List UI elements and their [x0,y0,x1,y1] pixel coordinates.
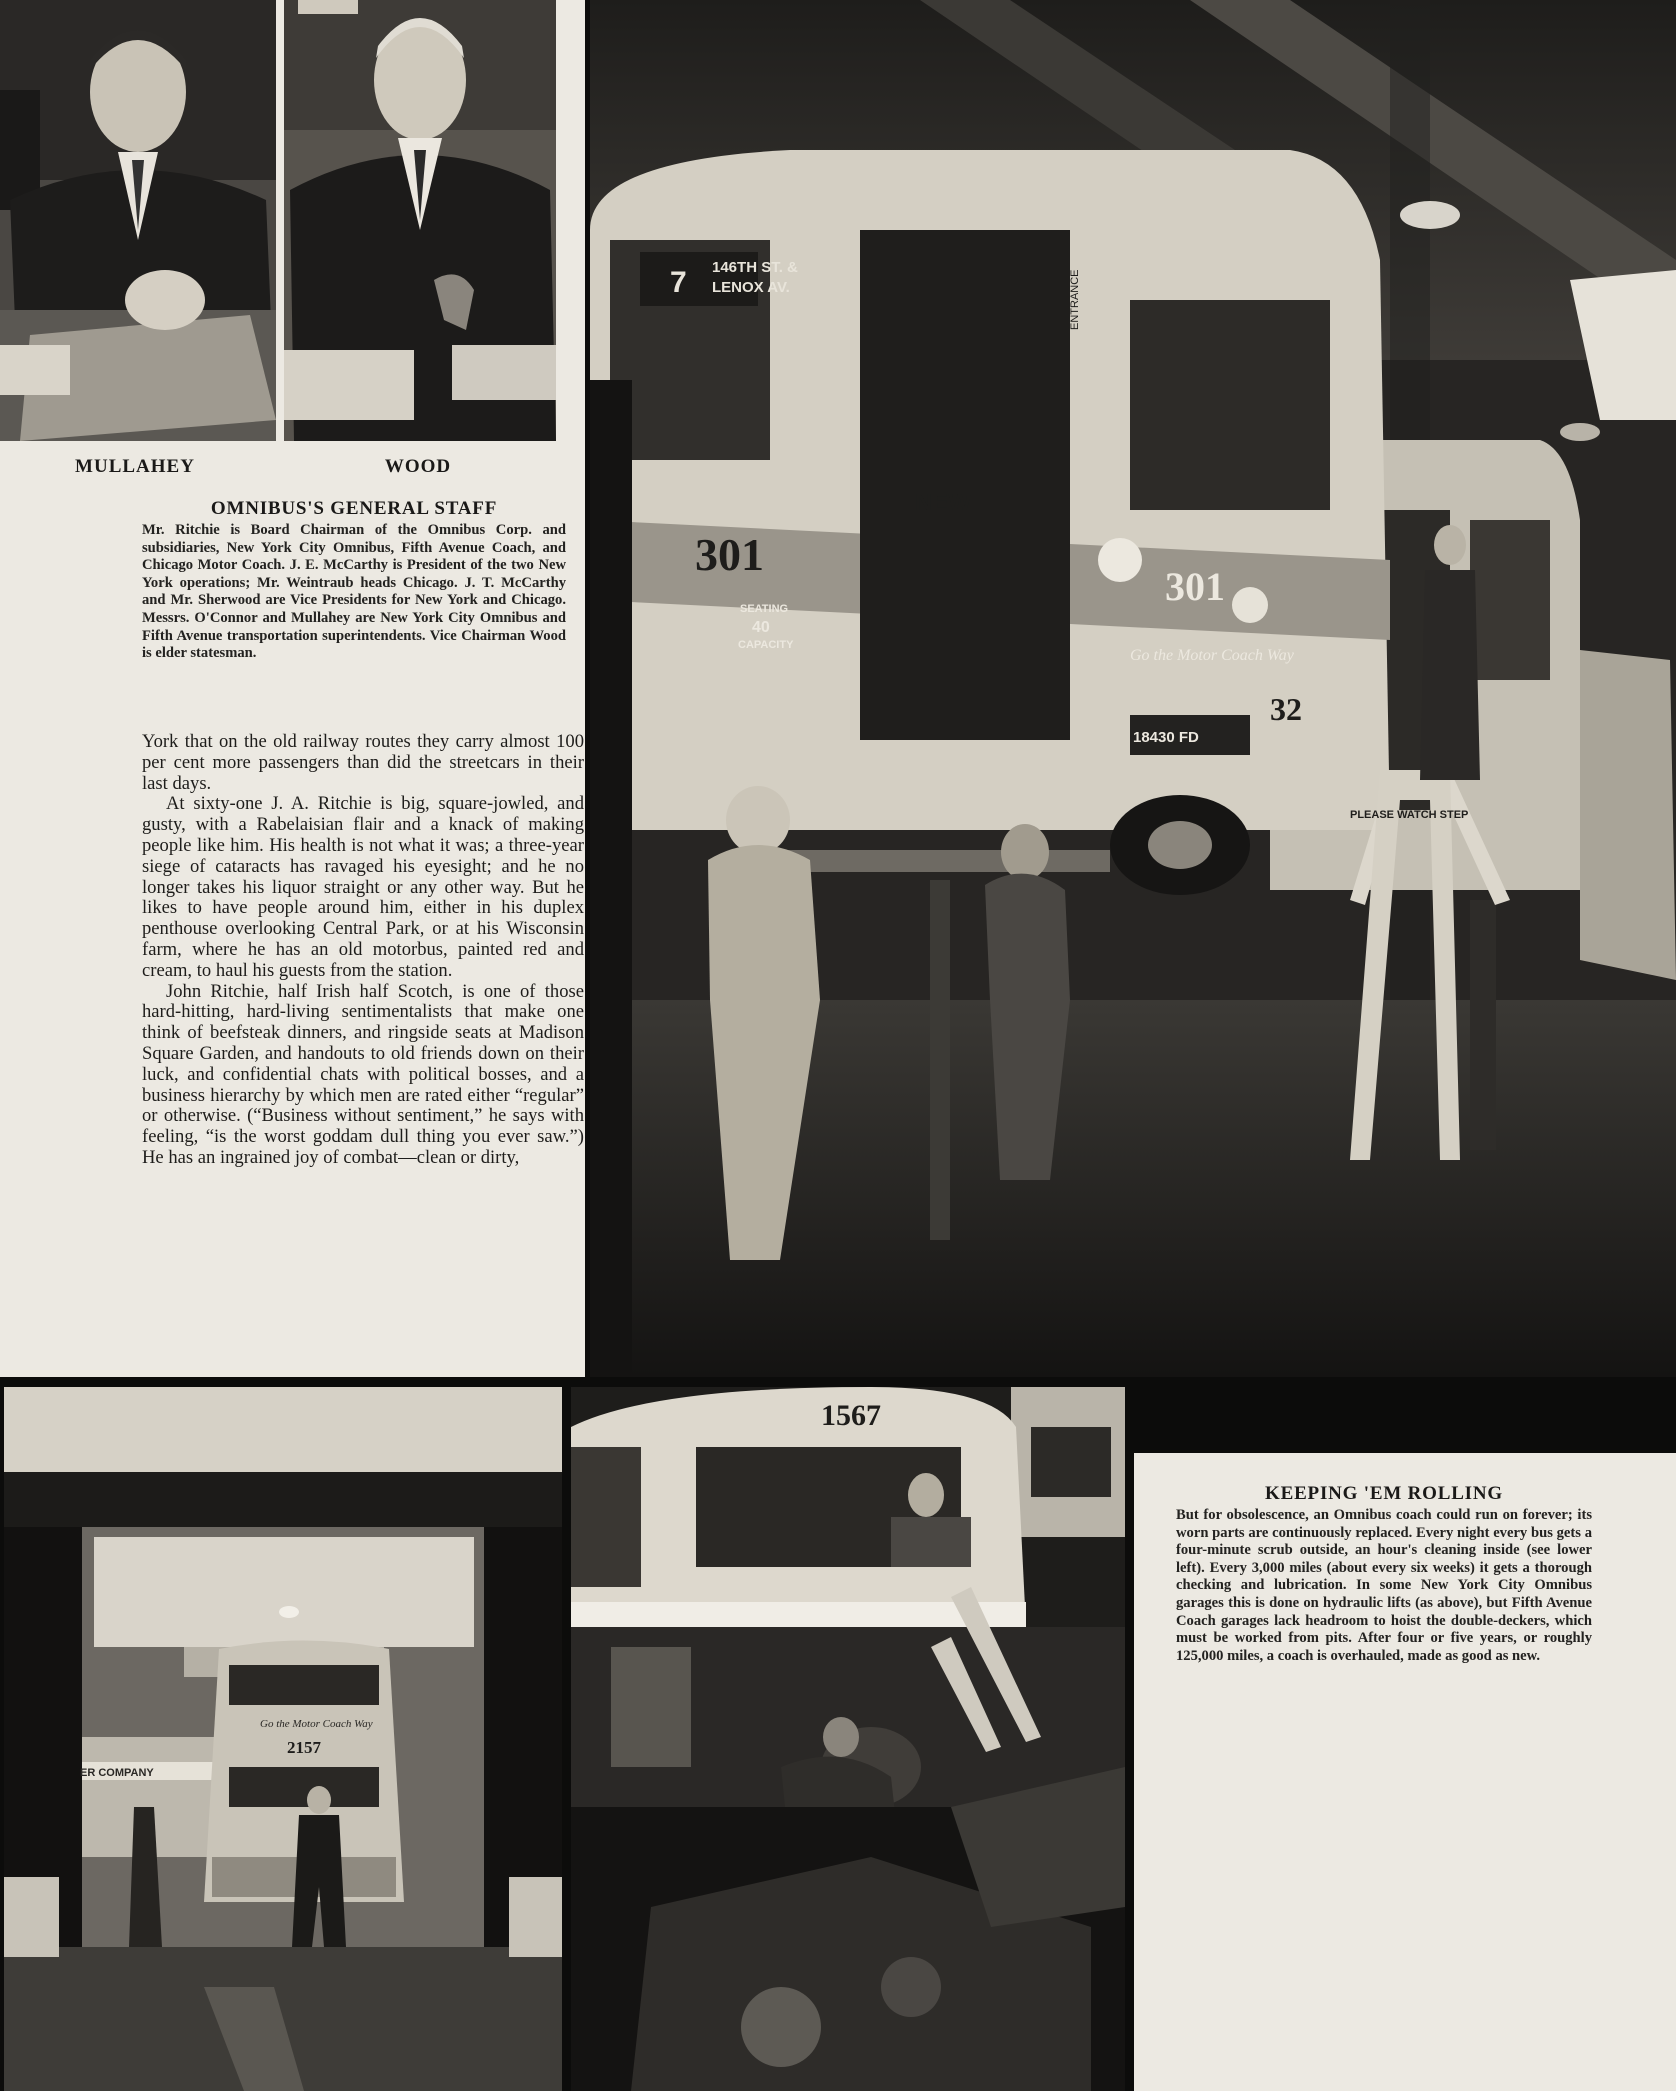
article-paragraph: At sixty-one J. A. Ritchie is big, square-jowled, and gusty, with a Rabelaisian flair and a knack of making people like him. His health is not what it was; a three-year siege of cataracts has ravaged his eyesight; and he no longer takes his liquor straight or any other way. But he likes to have people around him, either in his duplex penthouse overlooking Central Park, or at his Wisconsin farm, where he has an old motorbus, painted red and cream, to haul his guests from the station. [142,793,584,981]
portrait-mullahey-photo [0,0,276,441]
license-plate: 18430 FD [1133,729,1199,746]
entrance-label: ENTRANCE [1069,269,1081,330]
wash-bus-slogan: Go the Motor Coach Way [260,1718,373,1730]
route-sign-line2: LENOX AV. [712,279,790,296]
portrait-left-name: MULLAHEY [75,456,195,477]
staff-caption [142,498,566,663]
bus-washing-photo [4,1387,562,2091]
second-bus-number: 32 [1270,691,1302,727]
seating-capacity-number: 40 [752,619,770,636]
article-body [142,732,584,1169]
watch-step-sign: PLEASE WATCH STEP [1350,809,1469,821]
portrait-right-name: WOOD [384,456,452,477]
staff-caption-heading: OMNIBUS'S GENERAL STAFF [210,498,498,519]
rolling-caption [1176,1483,1592,1665]
route-number: 7 [670,266,687,299]
article-paragraph: John Ritchie, half Irish half Scotch, is one of those hard-hitting, hard-living sentimentalists that make one think of beefsteak dinners, and ringside seats at Madison Square Garden, and handouts to old friends down on their luck, and confidential chats with political bosses, and a business hierarchy by which men are rated either “regular” or otherwise. (“Business without sentiment,” he says with feeling, “is the worst goddam dull thing you ever saw.”) He has an ingrained joy of combat—clean or dirty, [142,980,584,1168]
article-paragraph: York that on the old railway routes they carry almost 100 per cent more passengers than did the streetcars in their last days. [142,731,584,794]
new-label: NEW [915,489,971,516]
fleet-number-side: 301 [1165,564,1225,609]
fleet-number-front: 301 [695,529,764,580]
seating-capacity-line2: CAPACITY [738,639,794,651]
garage-lift-photo [590,0,1676,1377]
wash-bus-number: 2157 [287,1738,321,1757]
staff-caption-text: Mr. Ritchie is Board Chairman of the Omnibus Corp. and subsidiaries, New York City Omnibus, Fifth Avenue Coach, and Chicago Motor Coach. J. E. McCarthy is President of the two New York operations; Mr. Weintraub heads Chicago. J. T. McCarthy and Mr. Sherwood are Vice Presidents for New York and Chicago. Messrs. O'Connor and Mullahey are New York City Omnibus and Fifth Avenue transportation superintendents. Vice Chairman Wood is elder statesman. [142,522,566,662]
seating-capacity-line1: SEATING [740,603,789,615]
pit-bus-number: 1567 [821,1399,881,1432]
route-sign-line1: 146TH ST. & [712,259,798,276]
rolling-caption-heading: KEEPING 'EM ROLLING [1265,1483,1503,1504]
pit-overhaul-photo [571,1387,1125,2091]
portrait-wood-photo [284,0,556,441]
rolling-caption-text: But for obsolescence, an Omnibus coach could run on forever; its worn parts are continuously replaced. Every night every bus gets a four-minute scrub outside, an hour's cleaning inside (see lower left). Every 3,000 miles (about every six weeks) it gets a thorough checking and lubrication. In some New York City Omnibus garages this is done on hydraulic lifts (as above), but Fifth Avenue Coach garages lack headroom to hoist the double-deckers, which must be worked from pits. After four or five years, or roughly 125,000 miles, a coach is overhauled, made as good as new. [1176,1507,1592,1664]
bus-script-slogan: Go the Motor Coach Way [1130,647,1294,664]
company-sign: ER COMPANY [80,1767,154,1779]
